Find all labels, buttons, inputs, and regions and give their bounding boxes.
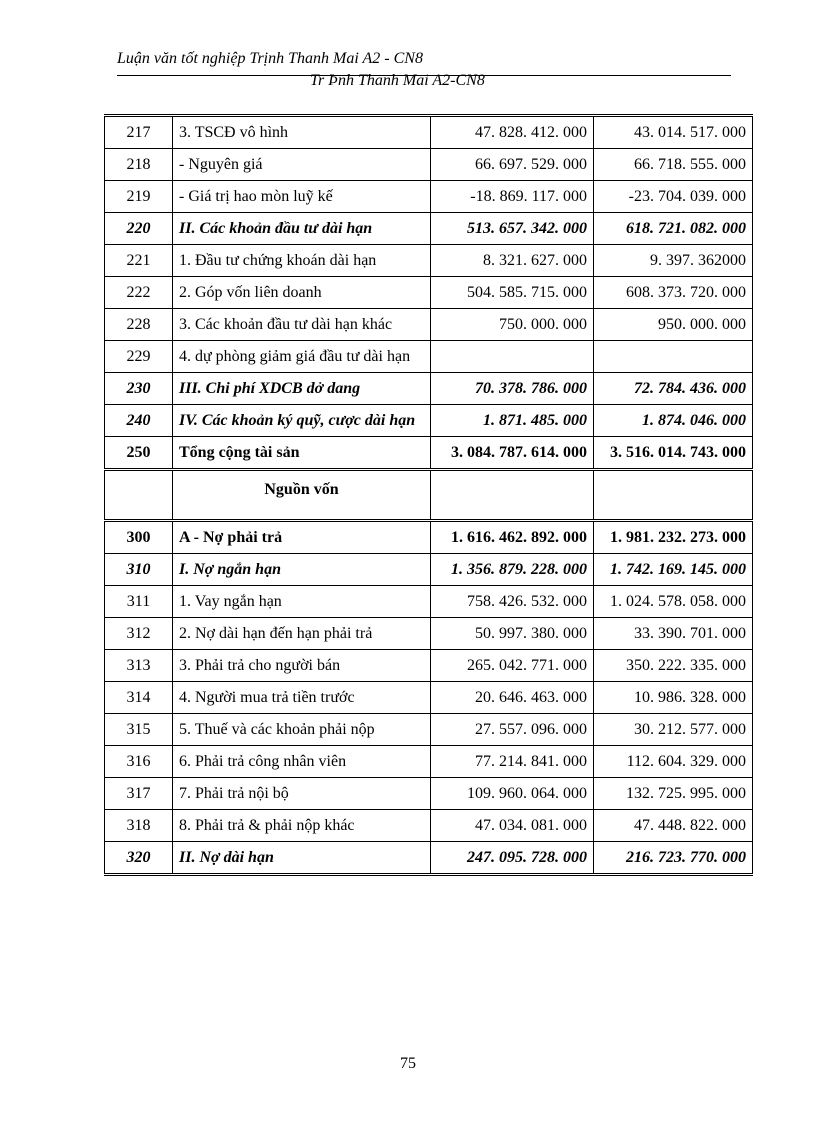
row-name: 7. Phải trả nội bộ: [173, 778, 431, 810]
row-value-end: 33. 390. 701. 000: [594, 618, 753, 650]
row-value-end: 216. 723. 770. 000: [594, 842, 753, 875]
page-number: 75: [400, 1055, 416, 1072]
row-value-end: 950. 000. 000: [594, 309, 753, 341]
row-value-start: 513. 657. 342. 000: [431, 213, 594, 245]
row-value-end: 72. 784. 436. 000: [594, 373, 753, 405]
row-value-start: 70. 378. 786. 000: [431, 373, 594, 405]
row-name: III. Chi phí XDCB dở dang: [173, 373, 431, 405]
row-name: 3. Phải trả cho người bán: [173, 650, 431, 682]
row-code: 250: [105, 437, 173, 470]
balance-sheet-table: [104, 114, 753, 876]
row-value-start: 20. 646. 463. 000: [431, 682, 594, 714]
table-row-total: [105, 437, 753, 470]
table-row-subtotal: [105, 373, 753, 405]
row-code: 314: [105, 682, 173, 714]
row-value-end: 112. 604. 329. 000: [594, 746, 753, 778]
section-header-row: [105, 470, 753, 521]
row-code: 318: [105, 810, 173, 842]
row-code: 220: [105, 213, 173, 245]
row-value-end: 9. 397. 362000: [594, 245, 753, 277]
row-code: 313: [105, 650, 173, 682]
row-value-end: 1. 981. 232. 273. 000: [594, 521, 753, 554]
row-code: 218: [105, 149, 173, 181]
table-row: [105, 746, 753, 778]
table-row: [105, 116, 753, 149]
row-name: 2. Góp vốn liên doanh: [173, 277, 431, 309]
row-value-end: 132. 725. 995. 000: [594, 778, 753, 810]
table-row-subtotal: [105, 842, 753, 875]
table-row-subtotal: [105, 405, 753, 437]
row-code: 312: [105, 618, 173, 650]
row-name: 2. Nợ dài hạn đến hạn phải trả: [173, 618, 431, 650]
table-row: [105, 810, 753, 842]
row-value-end: 3. 516. 014. 743. 000: [594, 437, 753, 470]
row-code: 228: [105, 309, 173, 341]
row-code: [105, 470, 173, 521]
table-row: [105, 181, 753, 213]
row-value-end: 1. 742. 169. 145. 000: [594, 554, 753, 586]
table-row: [105, 618, 753, 650]
table-row: [105, 149, 753, 181]
row-name: 8. Phải trả & phải nộp khác: [173, 810, 431, 842]
row-value-start: 504. 585. 715. 000: [431, 277, 594, 309]
row-name: - Nguyên giá: [173, 149, 431, 181]
row-code: 311: [105, 586, 173, 618]
row-value-end: 47. 448. 822. 000: [594, 810, 753, 842]
row-value-start: 27. 557. 096. 000: [431, 714, 594, 746]
row-code: 230: [105, 373, 173, 405]
row-code: 315: [105, 714, 173, 746]
row-value-end: 43. 014. 517. 000: [594, 116, 753, 149]
row-value-end: [594, 470, 753, 521]
row-value-end: 1. 024. 578. 058. 000: [594, 586, 753, 618]
row-value-start: 758. 426. 532. 000: [431, 586, 594, 618]
section-title: Nguồn vốn: [173, 470, 431, 521]
row-name: - Giá trị hao mòn luỹ kế: [173, 181, 431, 213]
row-name: 1. Đầu tư chứng khoán dài hạn: [173, 245, 431, 277]
row-code: 317: [105, 778, 173, 810]
table-row: [105, 245, 753, 277]
row-value-start: 3. 084. 787. 614. 000: [431, 437, 594, 470]
row-value-end: 618. 721. 082. 000: [594, 213, 753, 245]
row-name: 6. Phải trả công nhân viên: [173, 746, 431, 778]
row-value-start: 8. 321. 627. 000: [431, 245, 594, 277]
row-name: 4. Người mua trả tiền trước: [173, 682, 431, 714]
row-code: 229: [105, 341, 173, 373]
row-name: II. Các khoản đầu tư dài hạn: [173, 213, 431, 245]
table-row: [105, 650, 753, 682]
row-value-end: 608. 373. 720. 000: [594, 277, 753, 309]
row-value-start: 1. 616. 462. 892. 000: [431, 521, 594, 554]
row-name: 4. dự phòng giảm giá đầu tư dài hạn: [173, 341, 431, 373]
row-value-start: 47. 828. 412. 000: [431, 116, 594, 149]
row-value-start: 77. 214. 841. 000: [431, 746, 594, 778]
row-value-end: [594, 341, 753, 373]
row-name: I. Nợ ngắn hạn: [173, 554, 431, 586]
table-row: [105, 309, 753, 341]
table-row: [105, 341, 753, 373]
row-code: 219: [105, 181, 173, 213]
row-value-end: 30. 212. 577. 000: [594, 714, 753, 746]
document-header-secondary: Tr Þnh Thanh Mai A2-CN8: [310, 72, 485, 89]
row-value-start: [431, 341, 594, 373]
row-code: 222: [105, 277, 173, 309]
row-value-start: 50. 997. 380. 000: [431, 618, 594, 650]
row-value-end: -23. 704. 039. 000: [594, 181, 753, 213]
row-code: 310: [105, 554, 173, 586]
row-value-end: 1. 874. 046. 000: [594, 405, 753, 437]
row-name: A - Nợ phải trả: [173, 521, 431, 554]
row-value-end: 350. 222. 335. 000: [594, 650, 753, 682]
row-name: Tổng cộng tài sản: [173, 437, 431, 470]
row-code: 240: [105, 405, 173, 437]
table-row: [105, 682, 753, 714]
row-name: II. Nợ dài hạn: [173, 842, 431, 875]
row-value-start: 750. 000. 000: [431, 309, 594, 341]
table-row: [105, 778, 753, 810]
row-name: 1. Vay ngắn hạn: [173, 586, 431, 618]
row-value-start: 109. 960. 064. 000: [431, 778, 594, 810]
row-value-start: [431, 470, 594, 521]
row-name: 5. Thuế và các khoản phải nộp: [173, 714, 431, 746]
table-row-subtotal: [105, 554, 753, 586]
row-code: 316: [105, 746, 173, 778]
row-value-end: 10. 986. 328. 000: [594, 682, 753, 714]
row-code: 217: [105, 116, 173, 149]
row-code: 300: [105, 521, 173, 554]
table-row-total: [105, 521, 753, 554]
row-code: 221: [105, 245, 173, 277]
row-value-end: 66. 718. 555. 000: [594, 149, 753, 181]
table-row: [105, 586, 753, 618]
row-value-start: 47. 034. 081. 000: [431, 810, 594, 842]
row-value-start: 265. 042. 771. 000: [431, 650, 594, 682]
row-value-start: -18. 869. 117. 000: [431, 181, 594, 213]
row-name: 3. Các khoản đầu tư dài hạn khác: [173, 309, 431, 341]
table-row: [105, 277, 753, 309]
row-code: 320: [105, 842, 173, 875]
row-name: IV. Các khoản ký quỹ, cược dài hạn: [173, 405, 431, 437]
table-row: [105, 714, 753, 746]
table-row-subtotal: [105, 213, 753, 245]
row-value-start: 247. 095. 728. 000: [431, 842, 594, 875]
row-value-start: 66. 697. 529. 000: [431, 149, 594, 181]
row-value-start: 1. 871. 485. 000: [431, 405, 594, 437]
document-header: Luận văn tốt nghiệp Trịnh Thanh Mai A2 - CN8: [117, 50, 423, 67]
row-name: 3. TSCĐ vô hình: [173, 116, 431, 149]
row-value-start: 1. 356. 879. 228. 000: [431, 554, 594, 586]
